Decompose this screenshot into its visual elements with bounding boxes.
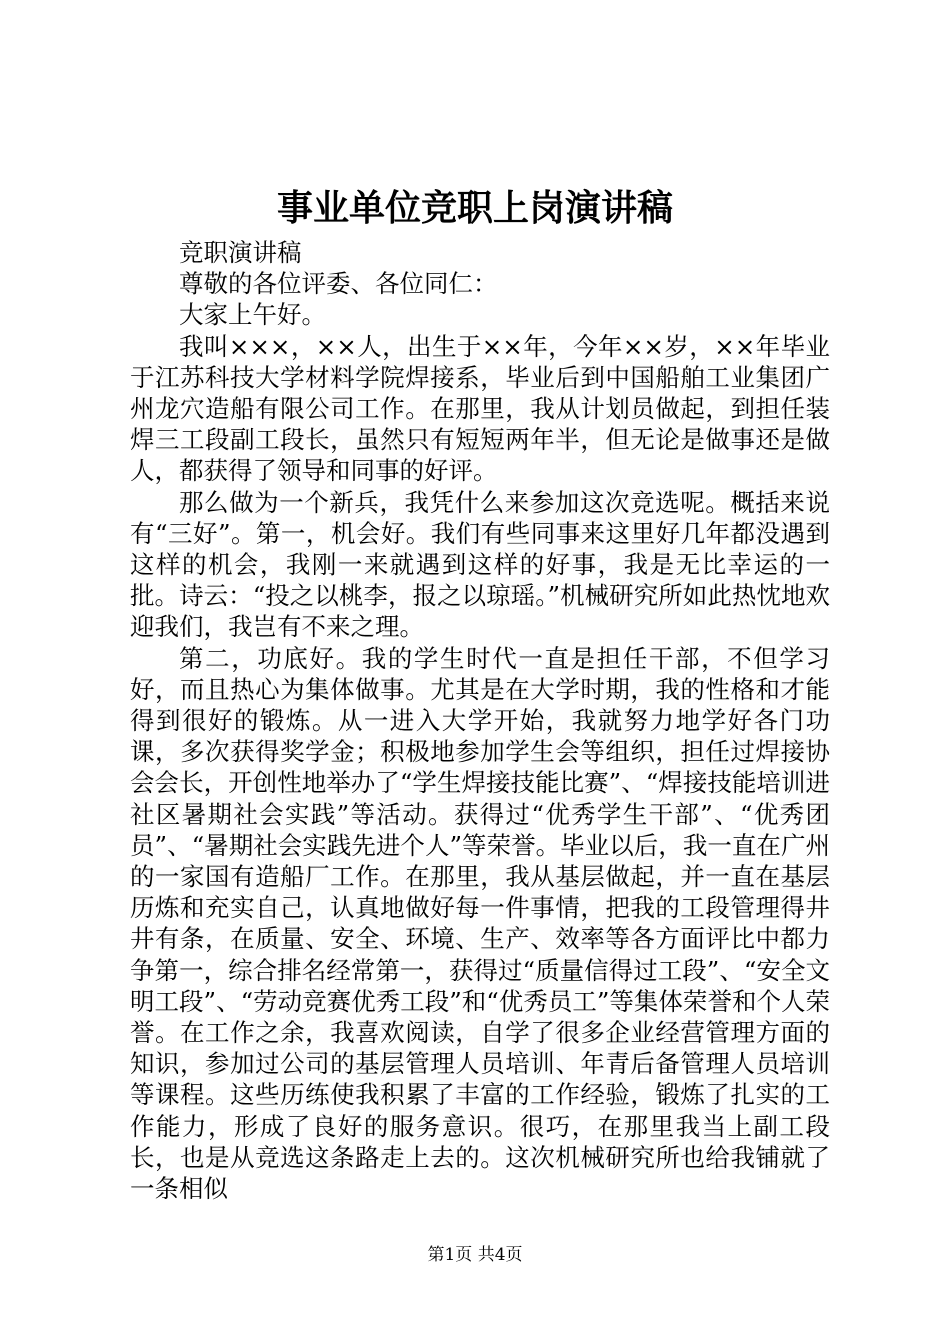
paragraph-salutation: 尊敬的各位评委、各位同仁： [179,269,498,299]
paragraph-greeting: 大家上午好。 [179,300,326,330]
page-number: 第1页 共4页 [427,1245,523,1265]
document-body [130,237,830,1204]
paragraph-heading: 竞职演讲稿 [179,238,302,267]
paragraph-foundation: 第二，功底好。我的学生时代一直是担任干部，不但学习好，而且热心为集体做事。尤其是在大学时期，我的性格和才能得到很好的锻炼。从一进入大学开始，我就努力地学好各门功课，多次获得奖学金；积极地参加学生会等组织，担任过焊接协会会长，开创性地举办了“学生焊接技能比赛”、“焊接技能培训进社区暑期社会实践”等活动。获得过“优秀学生干部”、“优秀团员”、“暑期社会实践先进个人”等荣誉。毕业以后，我一直在广州的一家国有造船厂工作。在那里，我从基层做起，并一直在基层历炼和充实自己，认真地做好每一件事情，把我的工段管理得井井有条，在质量、安全、环境、生产、效率等各方面评比中都力争第一，综合排名经常第一，获得过“质量信得过工段”、“安全文明工段”、“劳动竞赛优秀工段”和“优秀员工”等集体荣誉和个人荣誉。在工作之余，我喜欢阅读，自学了很多企业经营管理方面的知识，参加过公司的基层管理人员培训、年青后备管理人员培训等课程。这些历练使我积累了丰富的工作经验，锻炼了扎实的工作能力，形成了良好的服务意识。很巧，在那里我当上副工段长，也是从竞选这条路走上去的。这次机械研究所也给我铺就了一条相似 [130,643,830,1204]
paragraph-opportunity: 那么做为一个新兵，我凭什么来参加这次竞选呢。概括来说有“三好”。第一，机会好。我们有些同事来这里好几年都没遇到这样的机会，我刚一来就遇到这样的好事，我是无比幸运的一批。诗云：“投之以桃李，报之以琼瑶。”机械研究所如此热忱地欢迎我们，我岂有不来之理。 [130,487,830,642]
document-title: 事业单位竞职上岗演讲稿 [276,187,673,229]
paragraph-introduction: 我叫×××，××人，出生于××年，今年××岁，××年毕业于江苏科技大学材料学院焊接系，毕业后到中国船舶工业集团广州龙穴造船有限公司工作。在那里，我从计划员做起，到担任装焊三工段副工段长，虽然只有短短两年半，但无论是做事还是做人，都获得了领导和同事的好评。 [130,331,830,486]
